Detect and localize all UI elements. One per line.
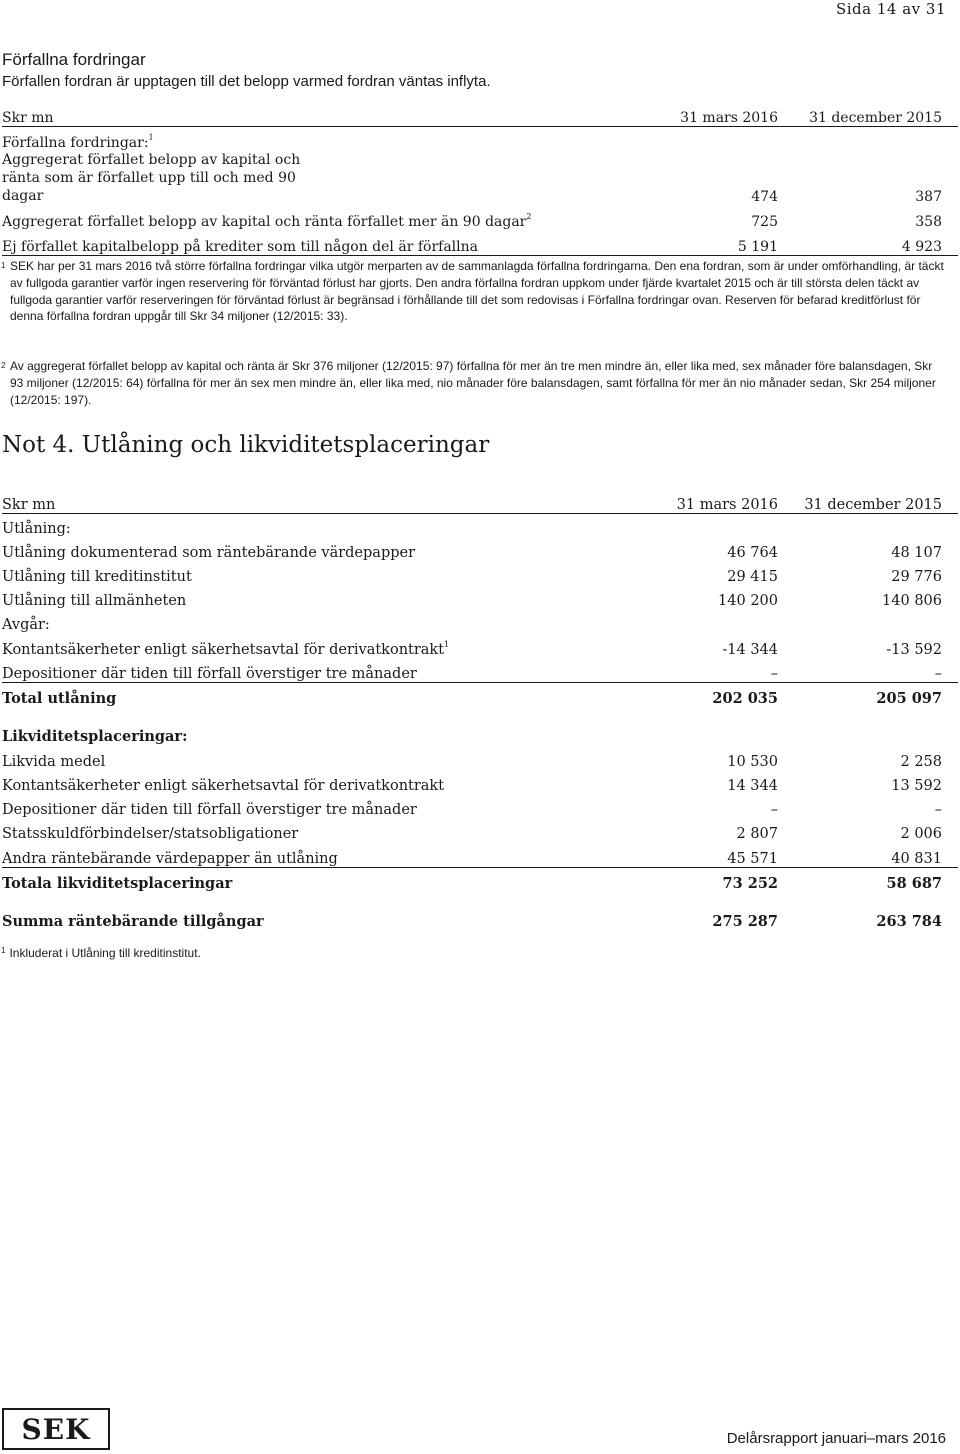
row-value-col2: 2 006	[900, 826, 942, 842]
report-title: Delårsrapport januari–mars 2016	[726, 1430, 946, 1447]
section-label-row	[2, 513, 958, 537]
row-label: Andra räntebärande värdepapper än utlåning	[2, 842, 658, 867]
row-label: Likvida medel	[2, 754, 106, 770]
row-value-col2: 4 923	[788, 230, 958, 255]
header-col1: 31 mars 2016	[658, 104, 788, 126]
row-value-col2: -13 592	[886, 642, 942, 658]
row-value-col2: –	[934, 802, 942, 818]
row-label: Depositioner där tiden till förfall överstiger tre månader	[2, 802, 417, 818]
total-value-col2: 58 687	[886, 875, 942, 892]
row-value-col1: 140 200	[718, 593, 778, 609]
row-value-col1: 474	[751, 189, 778, 205]
table-row	[2, 842, 958, 867]
footnote-marker: 2	[526, 212, 532, 221]
row-value-col2: 48 107	[891, 545, 942, 561]
row-label: Utlåning dokumenterad som räntebärande värdepapper	[2, 545, 416, 561]
sum-value-col1: 275 287	[712, 913, 778, 930]
row-value-col1: 725	[751, 214, 778, 230]
total-row	[2, 867, 958, 892]
table-row	[2, 151, 958, 205]
overdue-table	[2, 104, 958, 256]
header-col1: 31 mars 2016	[658, 489, 788, 513]
table-row	[2, 794, 958, 818]
liquidity-label: Likviditetsplaceringar:	[2, 728, 188, 745]
note-4-footnote	[1, 946, 201, 960]
row-value-col1: 29 415	[727, 569, 778, 585]
table-row	[2, 230, 958, 255]
section-label: Förfallna fordringar:$^1$	[2, 133, 154, 151]
header-label: Skr mn	[2, 104, 658, 126]
table-row	[2, 818, 958, 842]
row-label: Aggregerat förfallet belopp av kapital och ränta som är förfallet upp till och med 90 dagar	[2, 152, 301, 204]
footnote-marker: 1	[1, 261, 6, 270]
row-value-col2: 358	[915, 214, 942, 230]
table-row	[2, 658, 958, 682]
footnote-2	[1, 358, 945, 408]
header-col2: 31 december 2015	[788, 104, 958, 126]
row-label: Aggregerat förfallet belopp av kapital och ränta förfallet mer än 90 dagar$^2$	[2, 212, 532, 230]
total-value-col1: 202 035	[712, 690, 778, 707]
table-row	[2, 770, 958, 794]
table-row	[2, 561, 958, 585]
row-value-col1: 2 807	[736, 826, 778, 842]
total-label: Totala likviditetsplaceringar	[2, 875, 233, 892]
header-col2: 31 december 2015	[788, 489, 958, 513]
row-label: Kontantsäkerheter enligt säkerhetsavtal för derivatkontrakt	[2, 778, 445, 794]
row-value-col2: 13 592	[891, 778, 942, 794]
section-subtitle: Förfallen fordran är upptagen till det belopp varmed fordran väntas inflyta.	[2, 73, 491, 90]
section-label-row	[2, 707, 958, 745]
table-row	[2, 633, 958, 658]
row-value-col1: 10 530	[727, 754, 778, 770]
footnote-text: Av aggregerat förfallet belopp av kapital och ränta är Skr 376 miljoner (12/2015: 97) förfallna för mer än tre men mindre än, eller lika med, sex månader före balansdagen, Skr 93 miljoner (12/2015: 64) förfallna för mer än sex men mindre än, eller lika med, nio månader före balansdagen, samt förfallna för mer än nio månader sedan, Skr 254 miljoner (12/2015: 197).	[10, 359, 936, 407]
footnote-marker: 1	[444, 640, 450, 649]
row-value-col1: -14 344	[722, 642, 778, 658]
sum-value-col2: 263 784	[876, 913, 942, 930]
row-label: Statsskuldförbindelser/statsobligationer	[2, 826, 299, 842]
row-value-col1: 45 571	[658, 842, 788, 867]
total-value-col1: 73 252	[722, 875, 778, 892]
total-row	[2, 682, 958, 707]
row-value-col2: 140 806	[882, 593, 942, 609]
total-label: Total utlåning	[2, 690, 117, 707]
footnote-marker: 1	[148, 133, 154, 142]
row-value-col1: –	[658, 658, 788, 682]
section-title: Förfallna fordringar	[2, 50, 146, 69]
note-4-title: Not 4. Utlåning och likviditetsplaceringar	[2, 432, 490, 458]
row-value-col2: 29 776	[891, 569, 942, 585]
row-value-col2: 2 258	[900, 754, 942, 770]
table-row	[2, 537, 958, 561]
row-value-col2: 40 831	[788, 842, 958, 867]
footnote-marker: 1	[1, 946, 6, 955]
lending-table	[2, 489, 958, 930]
row-value-col2: 387	[915, 189, 942, 205]
deduct-label: Avgår:	[2, 617, 50, 633]
row-label: Utlåning till allmänheten	[2, 593, 187, 609]
row-label: Ej förfallet kapitalbelopp på krediter som till någon del är förfallna	[2, 230, 658, 255]
header-label: Skr mn	[2, 489, 658, 513]
footnote-text: Inkluderat i Utlåning till kreditinstitut.	[9, 946, 201, 960]
table-row	[2, 205, 958, 230]
footnote-marker: 2	[1, 361, 6, 370]
footnote-1	[1, 258, 945, 325]
row-value-col1: –	[770, 802, 778, 818]
total-value-col2: 205 097	[876, 690, 942, 707]
row-value-col2: –	[788, 658, 958, 682]
table-header-row	[2, 489, 958, 513]
row-label: Utlåning till kreditinstitut	[2, 569, 192, 585]
row-label: Kontantsäkerheter enligt säkerhetsavtal för derivatkontrakt$^1$	[2, 640, 450, 658]
row-label: Depositioner där tiden till förfall överstiger tre månader	[2, 658, 658, 682]
sum-label: Summa räntebärande tillgångar	[2, 913, 264, 930]
row-value-col1: 46 764	[727, 545, 778, 561]
row-value-col1: 14 344	[727, 778, 778, 794]
row-value-col1: 5 191	[658, 230, 788, 255]
table-row	[2, 745, 958, 770]
section-label-row	[2, 609, 958, 633]
lending-label: Utlåning:	[2, 521, 71, 537]
table-row	[2, 585, 958, 609]
page-number: Sida 14 av 31	[835, 0, 946, 18]
section-label-row	[2, 126, 958, 151]
sum-row	[2, 892, 958, 930]
sek-logo: SEK	[2, 1408, 110, 1450]
footnote-text: SEK har per 31 mars 2016 två större förfallna fordringar vilka utgör merparten av de sammanlagda förfallna fordringarna. Den ena fordran, som är under omförhandling, är täckt av fullgoda garantier varför ingen reservering för förväntad förlust har gjorts. Den andra förfallna fordran uppkom under fjärde kvartalet 2015 och är till största delen täckt av fullgoda garantier varför reserveringen för förväntad förlust är begränsad i förhållande till det som redovisas i Förfallna fordringar ovan. Reserven för befarad kreditförlust för denna förfallna fordran uppgår till Skr 34 miljoner (12/2015: 33).	[10, 259, 944, 324]
table-header-row	[2, 104, 958, 126]
